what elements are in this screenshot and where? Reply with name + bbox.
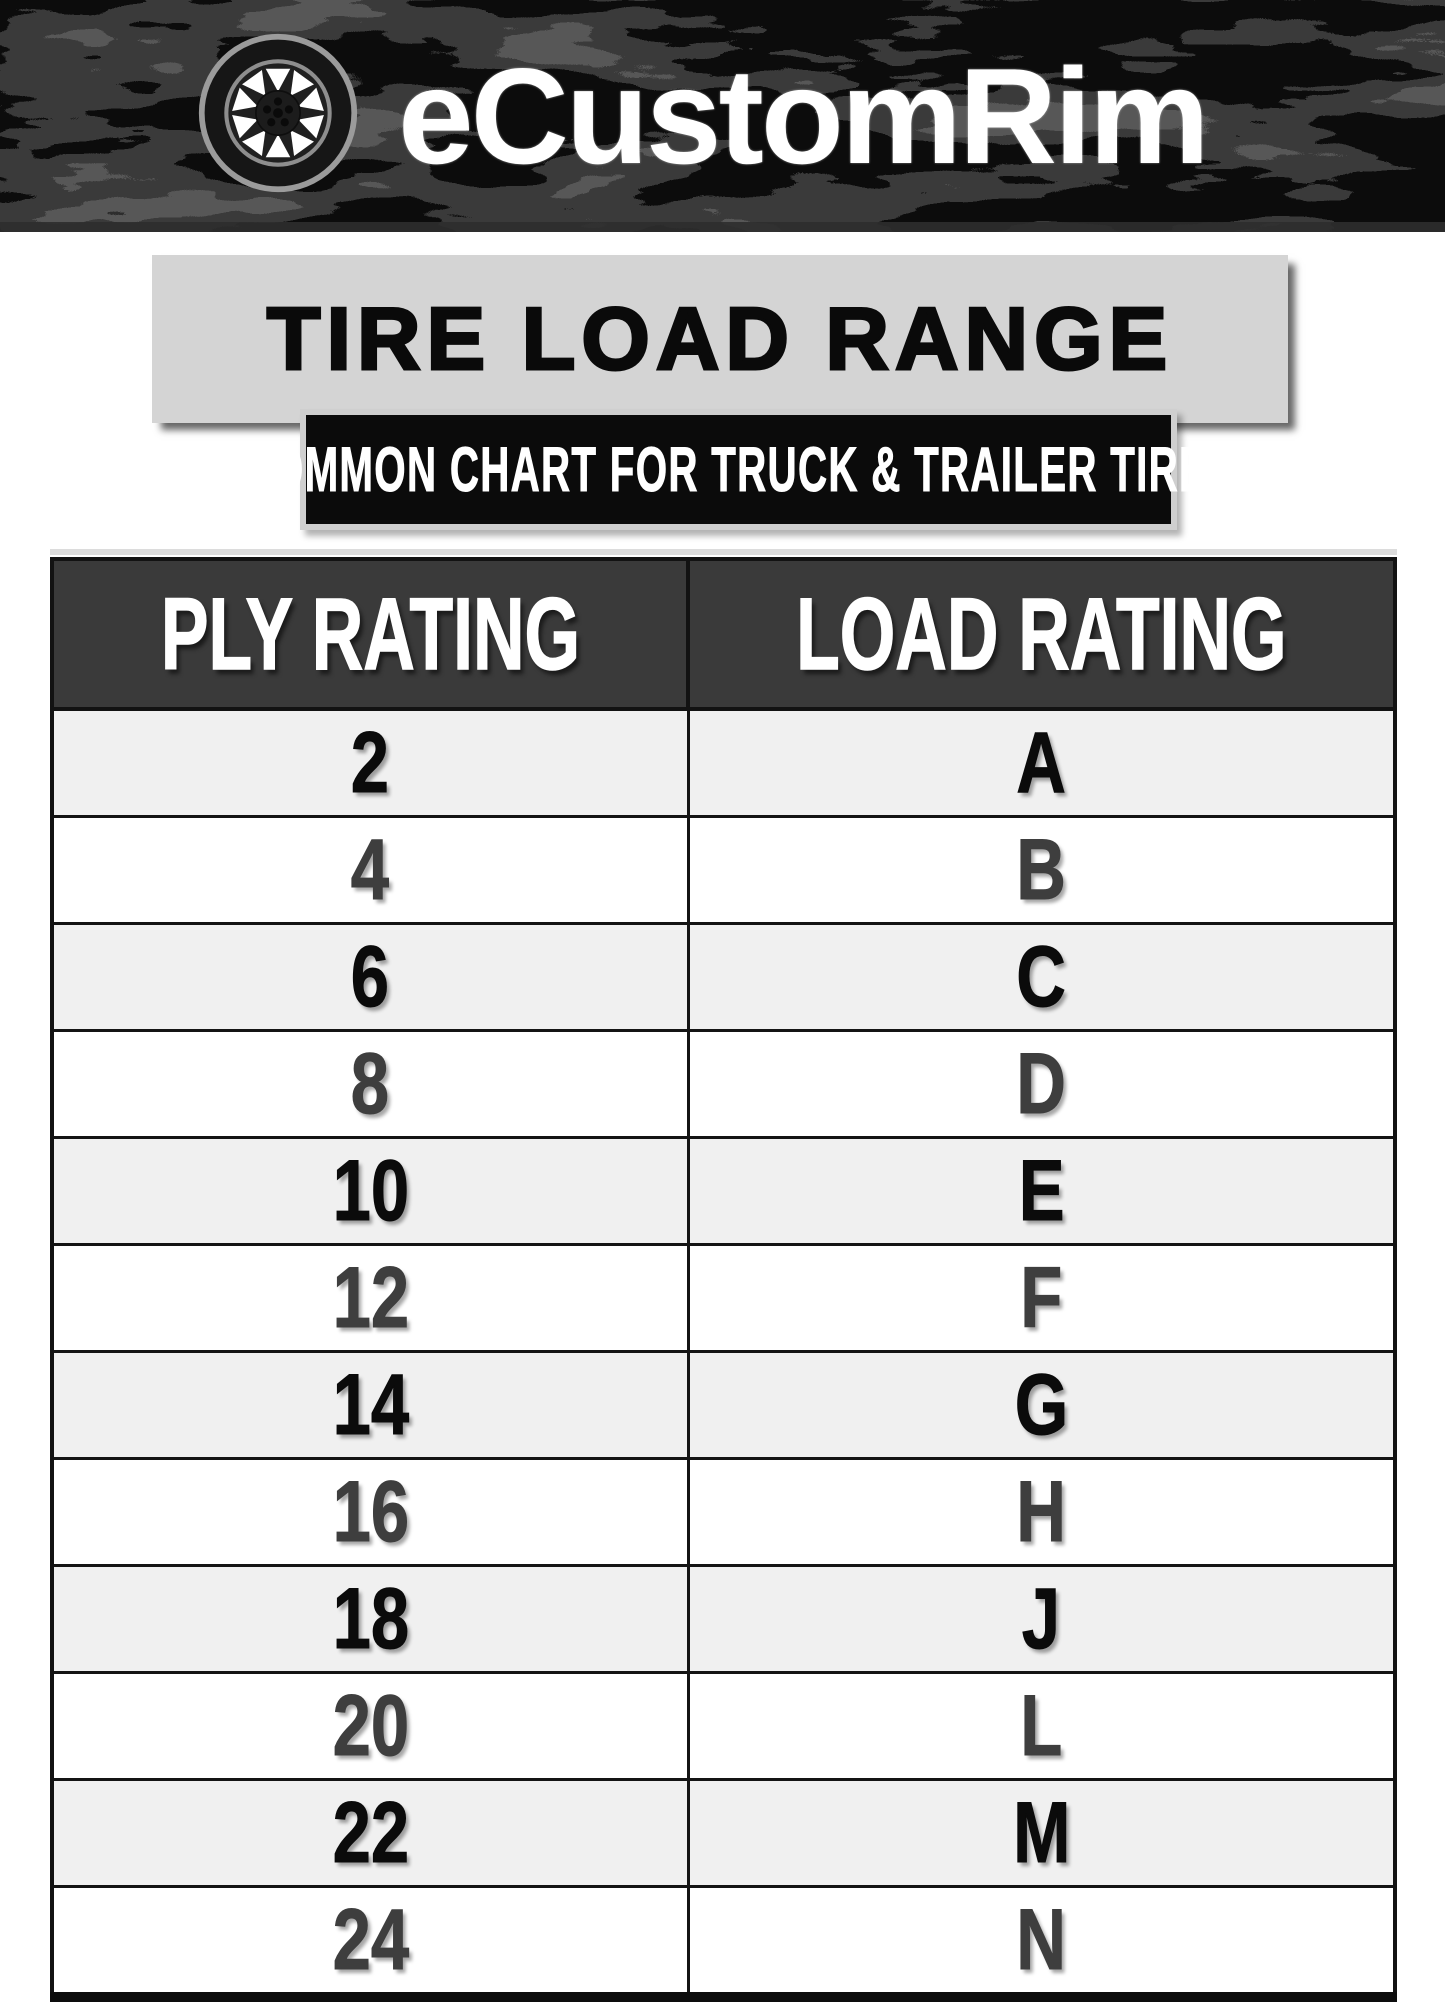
ply-rating-header <box>52 559 688 709</box>
ply-rating-cell <box>52 1245 688 1352</box>
ply-rating-cell <box>52 817 688 924</box>
table-row <box>52 1138 1395 1245</box>
title-box <box>152 255 1288 423</box>
table-row <box>52 1566 1395 1673</box>
load-rating-cell <box>688 1031 1395 1138</box>
cell-value: 8 <box>351 1035 390 1132</box>
table-row <box>52 1887 1395 1998</box>
load-range-table <box>50 557 1397 2002</box>
load-rating-cell <box>688 1780 1395 1887</box>
cell-value: 10 <box>332 1142 409 1239</box>
load-rating-cell <box>688 1459 1395 1566</box>
ply-rating-cell <box>52 1566 688 1673</box>
page-title: TIRE LOAD RANGE <box>266 289 1174 388</box>
load-rating-cell <box>688 1566 1395 1673</box>
load-rating-cell <box>688 1245 1395 1352</box>
load-rating-cell <box>688 817 1395 924</box>
table-body <box>52 709 1395 1997</box>
load-rating-cell <box>688 1673 1395 1780</box>
cell-value: 22 <box>332 1784 409 1881</box>
cell-value: A <box>1016 714 1067 811</box>
page-subtitle: COMMON CHART FOR TRUCK & TRAILER TIRES <box>241 434 1236 505</box>
cell-value: 2 <box>351 714 390 811</box>
cell-value: 14 <box>332 1356 409 1453</box>
load-rating-cell <box>688 709 1395 817</box>
ply-rating-cell <box>52 1138 688 1245</box>
cell-value: F <box>1020 1249 1063 1346</box>
cell-value: 16 <box>332 1463 409 1560</box>
cell-value: G <box>1014 1356 1069 1453</box>
brand-banner <box>0 0 1445 232</box>
table-row <box>52 1673 1395 1780</box>
ply-rating-cell <box>52 709 688 817</box>
ply-rating-cell <box>52 1887 688 1998</box>
cell-value: 4 <box>351 821 390 918</box>
load-rating-cell <box>688 1352 1395 1459</box>
table-header-row <box>52 559 1395 709</box>
ply-rating-cell <box>52 1459 688 1566</box>
cell-value: 6 <box>351 928 390 1025</box>
load-rating-cell <box>688 1887 1395 1998</box>
cell-value: M <box>1012 1784 1071 1881</box>
cell-value: 24 <box>332 1891 409 1988</box>
table-row <box>52 1459 1395 1566</box>
tire-wheel-icon <box>196 31 360 195</box>
cell-value: L <box>1020 1677 1063 1774</box>
cell-value: N <box>1016 1891 1067 1988</box>
cell-value: E <box>1018 1142 1065 1239</box>
cell-value: B <box>1016 821 1067 918</box>
cell-value: H <box>1016 1463 1067 1560</box>
cell-value: 18 <box>332 1570 409 1667</box>
brand-name: eCustomRim <box>398 40 1207 192</box>
ply-rating-header-label: PLY RATING <box>160 576 580 691</box>
table-row <box>52 924 1395 1031</box>
table-row <box>52 817 1395 924</box>
ply-rating-cell <box>52 1031 688 1138</box>
table-row <box>52 1352 1395 1459</box>
cell-value: J <box>1022 1570 1061 1667</box>
table-row <box>52 709 1395 817</box>
ply-rating-cell <box>52 1780 688 1887</box>
cell-value: 12 <box>332 1249 409 1346</box>
table-row <box>52 1031 1395 1138</box>
divider-strip <box>50 549 1397 555</box>
load-rating-header-label: LOAD RATING <box>796 576 1287 691</box>
cell-value: 20 <box>332 1677 409 1774</box>
ply-rating-cell <box>52 924 688 1031</box>
cell-value: D <box>1016 1035 1067 1132</box>
table-row <box>52 1780 1395 1887</box>
cell-value: C <box>1016 928 1067 1025</box>
load-rating-cell <box>688 1138 1395 1245</box>
table-row <box>52 1245 1395 1352</box>
ply-rating-cell <box>52 1673 688 1780</box>
ply-rating-cell <box>52 1352 688 1459</box>
subtitle-box <box>241 409 1236 530</box>
load-rating-header <box>688 559 1395 709</box>
load-rating-cell <box>688 924 1395 1031</box>
